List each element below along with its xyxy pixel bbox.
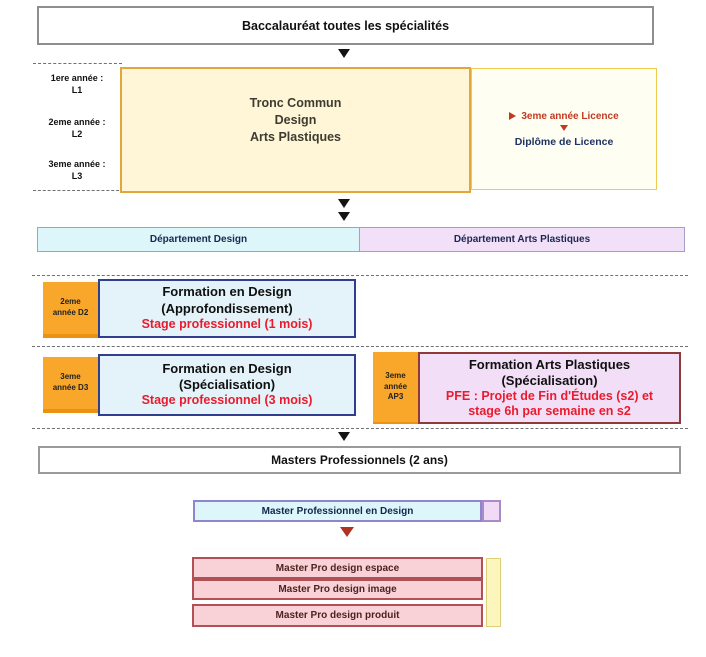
formation-stage: stage 6h par semaine en s2: [468, 403, 631, 418]
formation-subtitle: (Approfondissement): [161, 300, 293, 316]
formation-title: Formation en Design: [162, 284, 292, 300]
year-span-strip: [486, 558, 501, 627]
dashed-line: [32, 346, 688, 347]
right-arrow-icon: [509, 112, 516, 120]
d2-tab-line: année D2: [52, 308, 89, 317]
department-design: [37, 227, 360, 252]
year-code: L3: [71, 171, 83, 182]
master-design-label: Master Professionnel en Design: [261, 505, 414, 517]
d2-year-tab: [43, 282, 98, 338]
formation-subtitle: (Spécialisation): [501, 373, 598, 388]
formation-ap3-box: [418, 352, 681, 424]
ap3-year-tab: [373, 352, 418, 424]
master-pro-image-box: [192, 579, 483, 600]
licence-year-row: [509, 111, 618, 122]
master-design-box: [193, 500, 482, 522]
year-label-l1: [33, 72, 121, 96]
year-name: 1ere année :: [50, 73, 104, 83]
year-label-l3: [33, 158, 121, 182]
masters-label: Masters Professionnels (2 ans): [271, 453, 448, 467]
licence-diploma-label: Diplôme de Licence: [514, 135, 614, 148]
formation-d2-box: [98, 279, 356, 338]
formation-title: Formation Arts Plastiques: [468, 357, 631, 373]
year-code: L1: [71, 85, 83, 96]
master-design-tab: [482, 500, 501, 522]
masters-box: [38, 446, 681, 474]
down-arrow-icon: [338, 199, 350, 208]
formation-stage: Stage professionnel (3 mois): [141, 393, 313, 408]
baccalaureat-label: Baccalauréat toutes les spécialités: [241, 18, 450, 33]
d3-tab-line: année D3: [52, 383, 89, 392]
master-pro-label: Master Pro design produit: [275, 610, 400, 621]
licence-box: [471, 68, 657, 190]
formation-subtitle: (Spécialisation): [178, 377, 276, 393]
dashed-line: [32, 428, 688, 429]
d3-tab-line: 3eme: [60, 372, 81, 382]
baccalaureat-box: [37, 6, 654, 45]
master-pro-produit-box: [192, 604, 483, 627]
down-arrow-icon: [340, 527, 354, 537]
department-arts-label: Département Arts Plastiques: [453, 234, 591, 245]
master-pro-espace-box: [192, 557, 483, 579]
year-name: 3eme année :: [48, 159, 106, 169]
ap3-tab-line: AP3: [387, 392, 404, 402]
formation-stage: PFE : Projet de Fin d'Études (s2) et: [445, 388, 654, 403]
licence-year-label: 3eme année Licence: [521, 110, 619, 122]
master-pro-label: Master Pro design espace: [275, 562, 400, 574]
formation-stage: Stage professionnel (1 mois): [141, 316, 313, 331]
d2-tab-line: 2eme: [60, 297, 81, 307]
down-arrow-icon: [338, 432, 350, 441]
master-pro-label: Master Pro design image: [278, 584, 397, 595]
ap3-tab-line: 3eme: [385, 370, 406, 380]
year-name: 2eme année :: [48, 117, 106, 127]
formation-d3-box: [98, 354, 356, 416]
ap3-tab-line: année: [383, 381, 408, 391]
down-arrow-icon: [560, 125, 568, 131]
tronc-line: Design: [274, 112, 317, 127]
year-code: L2: [71, 129, 83, 140]
dashed-line: [32, 275, 688, 276]
down-arrow-icon: [338, 49, 350, 58]
dashed-line: [33, 190, 124, 191]
dashed-line: [33, 63, 122, 64]
department-design-label: Département Design: [149, 234, 248, 245]
formation-title: Formation en Design: [162, 360, 292, 376]
year-label-l2: [33, 116, 121, 140]
d3-year-tab: [43, 357, 98, 413]
down-arrow-icon: [338, 212, 350, 221]
department-arts-plastiques: [359, 227, 685, 252]
tronc-line: Arts Plastiques: [249, 129, 341, 144]
tronc-line: Tronc Commun: [249, 96, 342, 110]
tronc-commun-box: [120, 67, 471, 193]
